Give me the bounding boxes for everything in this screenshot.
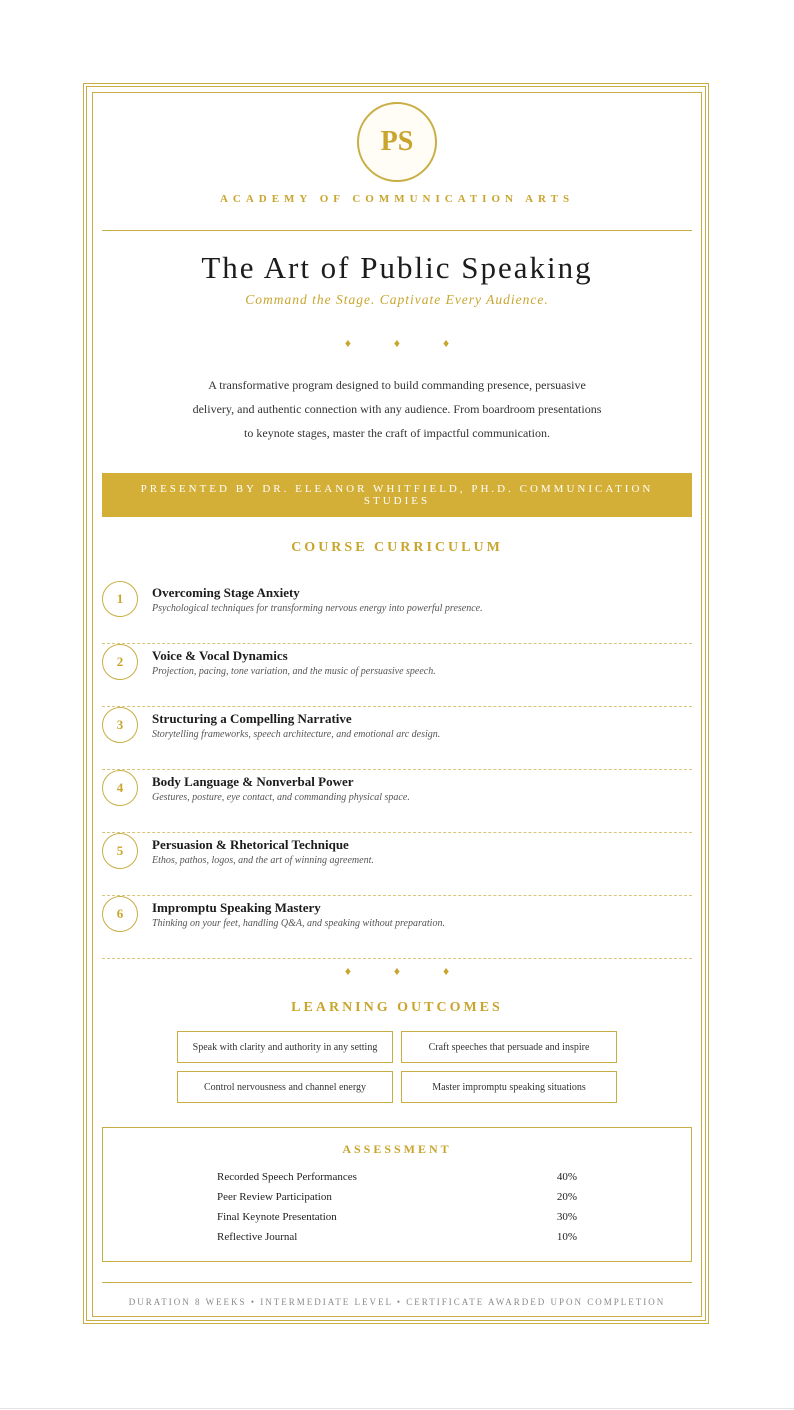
module-description: Storytelling frameworks, speech architecture, and emotional arc design. [152, 729, 441, 740]
curriculum-module [102, 896, 692, 959]
logo-text: PS [380, 126, 414, 157]
module-number: 2 [102, 644, 138, 680]
assessment-label: Peer Review Participation [217, 1191, 332, 1203]
module-description: Projection, pacing, tone variation, and the music of persuasive speech. [152, 666, 436, 677]
module-description: Psychological techniques for transforming nervous energy into powerful presence. [152, 603, 483, 614]
module-description: Gestures, posture, eye contact, and commanding physical space. [152, 792, 410, 803]
assessment-row [217, 1191, 577, 1211]
module-title: Overcoming Stage Anxiety [152, 585, 300, 600]
footer-details: DURATION 8 WEEKS • INTERMEDIATE LEVEL • CERTIFICATE AWARDED UPON COMPLETION [128, 1297, 666, 1307]
assessment-row [217, 1211, 577, 1231]
curriculum-module [102, 833, 692, 896]
assessment-title: ASSESSMENT [342, 1142, 452, 1156]
assessment-label: Reflective Journal [217, 1231, 298, 1243]
presenter-banner [102, 473, 692, 517]
footer-divider [102, 1282, 692, 1283]
module-title: Body Language & Nonverbal Power [152, 774, 354, 789]
page-title: The Art of Public Speaking [201, 250, 593, 285]
diamond-divider: ♦ ♦ ♦ [344, 336, 470, 350]
outcome-item: Speak with clarity and authority in any setting [177, 1031, 393, 1063]
outcome-item: Control nervousness and channel energy [177, 1071, 393, 1103]
assessment-weight: 30% [556, 1211, 577, 1223]
curriculum-module [102, 644, 692, 707]
curriculum-title: COURSE CURRICULUM [291, 540, 503, 555]
assessment-box [102, 1127, 692, 1262]
module-title: Structuring a Compelling Narrative [152, 711, 352, 726]
curriculum-module [102, 581, 692, 644]
outcome-item: Craft speeches that persuade and inspire [401, 1031, 617, 1063]
intro-line: to keynote stages, master the craft of impactful communication. [244, 426, 550, 440]
module-title: Persuasion & Rhetorical Technique [152, 837, 349, 852]
intro-paragraph [182, 373, 612, 445]
assessment-label: Final Keynote Presentation [217, 1211, 337, 1223]
module-number: 3 [102, 707, 138, 743]
outcome-item: Master impromptu speaking situations [401, 1071, 617, 1103]
module-description: Thinking on your feet, handling Q&A, and speaking without preparation. [152, 918, 445, 929]
outcomes-title: LEARNING OUTCOMES [291, 1000, 503, 1015]
intro-line: A transformative program designed to build commanding presence, persuasive [208, 378, 586, 392]
diamond-divider: ♦ ♦ ♦ [344, 964, 470, 978]
module-description: Ethos, pathos, logos, and the art of winning agreement. [152, 855, 374, 866]
assessment-weight: 20% [556, 1191, 577, 1203]
presenter-text: PRESENTED BY DR. ELEANOR WHITFIELD, PH.D. COMMUNICATION STUDIES [140, 483, 654, 507]
assessment-label: Recorded Speech Performances [217, 1171, 357, 1183]
page-subtitle: Command the Stage. Captivate Every Audience. [245, 292, 549, 307]
monogram-logo [357, 102, 437, 182]
module-number: 1 [102, 581, 138, 617]
academy-name: ACADEMY OF COMMUNICATION ARTS [219, 193, 575, 205]
curriculum-module [102, 770, 692, 833]
module-title: Voice & Vocal Dynamics [152, 648, 288, 663]
module-number: 4 [102, 770, 138, 806]
module-number: 6 [102, 896, 138, 932]
assessment-weight: 10% [556, 1231, 577, 1243]
module-number: 5 [102, 833, 138, 869]
assessment-row [217, 1171, 577, 1191]
assessment-weight: 40% [556, 1171, 577, 1183]
intro-line: delivery, and authentic connection with any audience. From boardroom presentations [192, 402, 602, 416]
module-title: Impromptu Speaking Mastery [152, 900, 321, 915]
curriculum-module [102, 707, 692, 770]
header-divider [102, 230, 692, 231]
page-bottom-edge [0, 1408, 794, 1409]
assessment-row [217, 1231, 577, 1251]
